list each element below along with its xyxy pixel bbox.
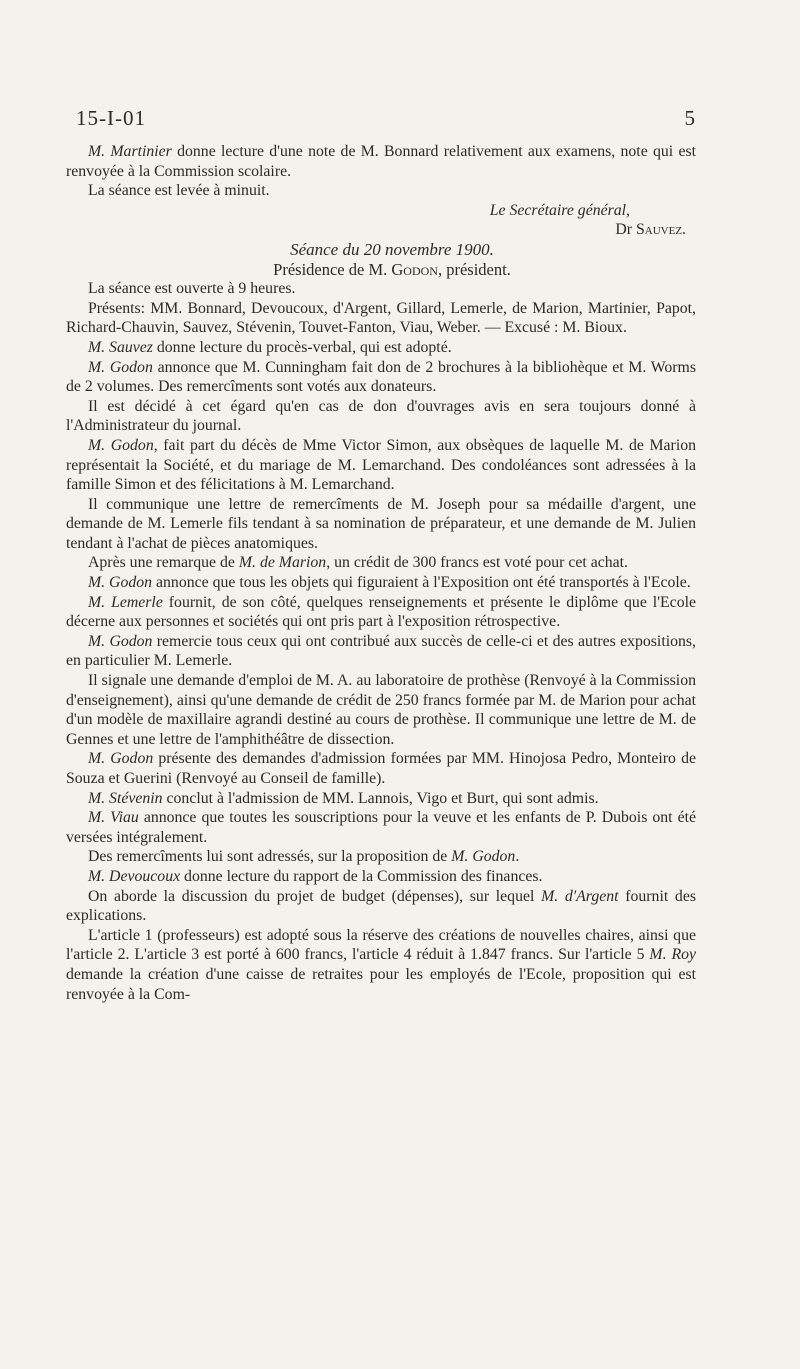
paragraph: M. Godon annonce que tous les objets qui figuraient à l'Exposition ont été transportés à l'Ecole. — [88, 574, 691, 592]
speaker-name: M. Godon — [88, 358, 153, 376]
signature-title: Le Secrétaire général, — [489, 201, 630, 219]
paragraph: M. Viau annonce que toutes les souscriptions pour la veuve et les enfants de P. Dubois ont été versées intégralement. — [66, 809, 696, 846]
paragraph: M. Devoucoux donne lecture du rapport de la Commission des finances. — [88, 867, 543, 885]
paragraph: On aborde la discussion du projet de budget (dépenses), sur lequel M. d'Argent fournit des explications. — [66, 887, 696, 925]
speaker-name: M. Lemerle — [88, 593, 163, 611]
paragraph: M. Godon remercie tous ceux qui ont contribué aux succès de celle-ci et des autres expositions, en particulier M. Lemerle. — [66, 632, 696, 670]
header-date: 15-I-01 — [76, 106, 146, 130]
speaker-name: M. Godon — [88, 750, 154, 768]
paragraph: L'article 1 (professeurs) est adopté sous la réserve des créations de nouvelles chaires, ainsi que l'article 2. L'article 3 est porté à 600 francs, l'article 4 réduit à 1.847 francs. Sur l'article 5 M. Roy demande la création d'une caisse de retraites pour les employés de l'Ecole, proposition qui est renvoyée à la Com- — [66, 926, 697, 1003]
paragraph: Il communique une lettre de remercîments de M. Joseph pour sa médaille d'argent, une demande de M. Lemerle fils tendant à sa nomination de préparateur, et une demande de M. Julien tendant à l'achat de pièces anatomiques. — [66, 495, 696, 552]
paragraph: M. Godon annonce que M. Cunningham fait don de 2 brochures à la bibliohèque et M. Worms de 2 volumes. Des remercîments sont votés aux donateurs. — [66, 358, 696, 396]
speaker-name: M. Godon — [88, 632, 153, 650]
paragraph: La séance est levée à minuit. — [88, 182, 270, 200]
running-head — [76, 106, 696, 131]
page-body — [66, 142, 696, 1004]
speaker-name: M. Roy — [649, 946, 697, 964]
speaker-name: M. Godon — [451, 848, 516, 866]
paragraph: M. Martinier donne lecture d'une note de M. Bonnard relativement aux examens, note qui est renvoyée à la Commission scolaire. — [66, 143, 696, 180]
speaker-name: M. Godon — [88, 574, 153, 592]
session-title: Séance du 20 novembre 1900. — [290, 239, 494, 259]
speaker-name: M. Viau — [88, 809, 139, 827]
speaker-name: M. d'Argent — [541, 887, 619, 905]
speaker-name: M. Devoucoux — [88, 867, 181, 885]
speaker-name: M. Sauvez — [88, 338, 153, 356]
paragraph: M. Godon, fait part du décès de Mme Victor Simon, aux obsèques de laquelle M. de Marion représentait la Société, et du mariage de M. Lemarchand. Des condoléances sont adressées à la famille Simon et des félicitations à M. Lemarchand. — [66, 436, 697, 494]
paragraph: Il est décidé à cet égard qu'en cas de don d'ouvrages avis en sera toujours donné à l'Administrateur du journal. — [66, 397, 696, 435]
paragraph: Après une remarque de M. de Marion, un crédit de 300 francs est voté pour cet achat. — [88, 554, 628, 572]
paragraph: M. Godon présente des demandes d'admission formées par MM. Hinojosa Pedro, Monteiro de Souza et Guerini (Renvoyé au Conseil de famille). — [66, 750, 696, 787]
paragraph: M. Stévenin conclut à l'admission de MM. Lannois, Vigo et Burt, qui sont admis. — [88, 789, 599, 807]
speaker-name: M. Martinier — [88, 143, 172, 160]
paragraph: Présents: MM. Bonnard, Devoucoux, d'Argent, Gillard, Lemerle, de Marion, Martinier, Papot, Richard-Chauvin, Sauvez, Stévenin, Touvet-Fanton, Viau, Weber. — Excusé : M. Bioux. — [66, 299, 696, 337]
speaker-name: M. Stévenin — [88, 789, 163, 807]
paragraph: La séance est ouverte à 9 heures. — [88, 280, 296, 298]
paragraph: M. Lemerle fournit, de son côté, quelques renseignements et présente le diplôme que l'Ecole décerne aux personnes et sociétés qui ont pris part à l'exposition rétrospective. — [66, 593, 696, 631]
speaker-name: M. Godon — [88, 436, 154, 454]
speaker-name: M. de Marion — [238, 554, 327, 572]
paragraph: Des remercîments lui sont adressés, sur la proposition de M. Godon. — [88, 848, 520, 866]
paragraph: M. Sauvez donne lecture du procès-verbal, qui est adopté. — [88, 338, 452, 356]
page-number: 5 — [684, 106, 696, 130]
paragraph: Il signale une demande d'emploi de M. A. au laboratoire de prothèse (Renvoyé à la Commission d'enseignement), ainsi qu'une demande de crédit de 250 francs formée par M. de Marion pour achat d'un modèle de maxillaire agrandi destiné au cours de prothèse. Il communique une lettre de M. de Gennes et une lettre de l'amphithéâtre de dissection. — [66, 672, 696, 748]
signature-name: Dr Sauvez. — [615, 221, 686, 239]
presidence-line: Présidence de M. Godon, président. — [273, 259, 511, 279]
